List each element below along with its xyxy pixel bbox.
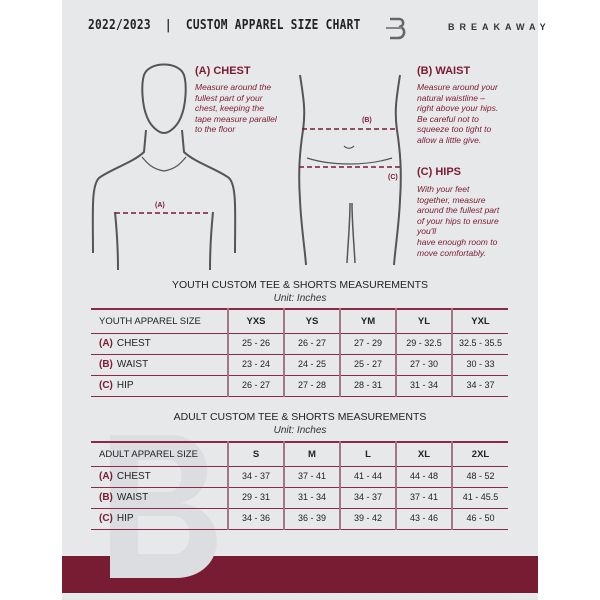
text-label: you'll bbox=[417, 226, 437, 237]
table-cell: YOUTH APPAREL SIZE bbox=[91, 309, 228, 333]
text-label: (B) bbox=[99, 359, 113, 370]
chest-description bbox=[195, 82, 277, 135]
text-label: WAIST bbox=[116, 359, 149, 370]
text-label: (A) bbox=[99, 471, 113, 482]
table-cell: S bbox=[228, 442, 284, 466]
text-label: together, measure bbox=[417, 194, 486, 205]
table-cell: 29 - 32.5 bbox=[396, 333, 452, 354]
table-cell: 30 - 33 bbox=[452, 354, 508, 375]
text-label: With your feet bbox=[417, 184, 470, 194]
waist-hip-figure-illustration bbox=[292, 70, 412, 265]
table-row bbox=[91, 333, 508, 354]
table-cell: 39 - 42 bbox=[340, 508, 396, 529]
table-cell: 41 - 44 bbox=[340, 466, 396, 487]
table-cell: 34 - 37 bbox=[228, 466, 284, 487]
text-label: tape measure parallel bbox=[195, 113, 277, 124]
text-label: HIP bbox=[116, 513, 134, 524]
youth-size-table bbox=[91, 308, 508, 397]
table-cell: L bbox=[340, 442, 396, 466]
size-chart-page bbox=[62, 0, 551, 600]
table-cell: 28 - 31 bbox=[340, 375, 396, 396]
text-label: around the fullest part bbox=[417, 205, 500, 216]
table-cell: YL bbox=[396, 309, 452, 333]
table-cell: 44 - 48 bbox=[396, 466, 452, 487]
text-label: chest, keeping the bbox=[195, 103, 264, 114]
page-title: 2022/2023 | CUSTOM APPAREL SIZE CHART bbox=[88, 18, 361, 33]
table-header-row bbox=[91, 442, 508, 466]
table-cell: 48 - 52 bbox=[452, 466, 508, 487]
table-cell: YM bbox=[340, 309, 396, 333]
text-label: move comfortably. bbox=[417, 247, 486, 258]
text-label: Measure around the bbox=[195, 82, 272, 92]
text-label: (C) bbox=[99, 513, 113, 524]
text-label: have enough room to bbox=[417, 236, 498, 247]
table-cell: 27 - 28 bbox=[284, 375, 340, 396]
text-label: allow a little give. bbox=[417, 134, 482, 145]
table-row bbox=[91, 466, 508, 487]
hips-description bbox=[417, 184, 499, 258]
table-cell: 37 - 41 bbox=[284, 466, 340, 487]
table-cell: ADULT APPAREL SIZE bbox=[91, 442, 228, 466]
table-cell: YXL bbox=[452, 309, 508, 333]
table-cell: 37 - 41 bbox=[396, 487, 452, 508]
table-cell: 34 - 37 bbox=[452, 375, 508, 396]
text-label: squeeze too tight to bbox=[417, 124, 492, 135]
table-cell: 31 - 34 bbox=[284, 487, 340, 508]
adult-table-title: ADULT CUSTOM TEE & SHORTS MEASUREMENTS bbox=[173, 411, 427, 423]
table-cell: 2XL bbox=[452, 442, 508, 466]
table-row bbox=[91, 354, 508, 375]
waist-description bbox=[417, 82, 498, 146]
table-row bbox=[91, 508, 508, 529]
adult-unit: Unit: Inches bbox=[273, 425, 327, 436]
youth-table-title: YOUTH CUSTOM TEE & SHORTS MEASUREMENTS bbox=[171, 279, 429, 291]
table-cell: 26 - 27 bbox=[284, 333, 340, 354]
table-cell: 34 - 37 bbox=[340, 487, 396, 508]
text-label: natural waistline – bbox=[417, 92, 486, 103]
table-cell: M bbox=[284, 442, 340, 466]
table-cell: 27 - 29 bbox=[340, 333, 396, 354]
text-label: CHEST bbox=[116, 338, 151, 349]
table-cell: 41 - 45.5 bbox=[452, 487, 508, 508]
table-cell bbox=[91, 333, 228, 354]
chest-heading: (A) CHEST bbox=[195, 65, 251, 77]
table-cell: 36 - 39 bbox=[284, 508, 340, 529]
text-label: of your hips to ensure bbox=[417, 215, 499, 226]
breakaway-logo bbox=[384, 16, 410, 42]
text-label: WAIST bbox=[116, 492, 149, 503]
waist-marker: (B) bbox=[362, 117, 372, 124]
table-cell: 43 - 46 bbox=[396, 508, 452, 529]
table-cell bbox=[91, 375, 228, 396]
youth-unit: Unit: Inches bbox=[273, 293, 327, 304]
table-cell: 23 - 24 bbox=[228, 354, 284, 375]
table-cell: YS bbox=[284, 309, 340, 333]
table-cell bbox=[91, 487, 228, 508]
table-cell: XL bbox=[396, 442, 452, 466]
table-cell: 25 - 26 bbox=[228, 333, 284, 354]
hips-heading: (C) HIPS bbox=[417, 166, 461, 178]
table-cell bbox=[91, 354, 228, 375]
text-label: HIP bbox=[116, 380, 134, 391]
table-cell: 46 - 50 bbox=[452, 508, 508, 529]
text-label: to the floor bbox=[195, 124, 236, 135]
hips-marker: (C) bbox=[388, 174, 398, 181]
table-cell bbox=[91, 466, 228, 487]
text-label: Measure around your bbox=[417, 82, 498, 92]
brand-name: BREAKAWAY bbox=[448, 22, 551, 32]
text-label: fullest part of your bbox=[195, 92, 263, 103]
table-cell: 26 - 27 bbox=[228, 375, 284, 396]
text-label: Be careful not to bbox=[417, 113, 479, 124]
table-header-row bbox=[91, 309, 508, 333]
text-label: (A) bbox=[99, 338, 113, 349]
chest-marker: (A) bbox=[155, 202, 165, 209]
text-label: CHEST bbox=[116, 471, 151, 482]
text-label: (C) bbox=[99, 380, 113, 391]
table-cell: 29 - 31 bbox=[228, 487, 284, 508]
table-cell bbox=[91, 508, 228, 529]
table-cell: 25 - 27 bbox=[340, 354, 396, 375]
table-cell: YXS bbox=[228, 309, 284, 333]
table-cell: 27 - 30 bbox=[396, 354, 452, 375]
waist-heading: (B) WAIST bbox=[417, 65, 471, 77]
table-cell: 24 - 25 bbox=[284, 354, 340, 375]
table-row bbox=[91, 487, 508, 508]
text-label: right above your hips. bbox=[417, 103, 499, 114]
table-cell: 34 - 36 bbox=[228, 508, 284, 529]
table-cell: 32.5 - 35.5 bbox=[452, 333, 508, 354]
table-cell: 31 - 34 bbox=[396, 375, 452, 396]
text-label: (B) bbox=[99, 492, 113, 503]
adult-size-table bbox=[91, 441, 508, 530]
table-row bbox=[91, 375, 508, 396]
